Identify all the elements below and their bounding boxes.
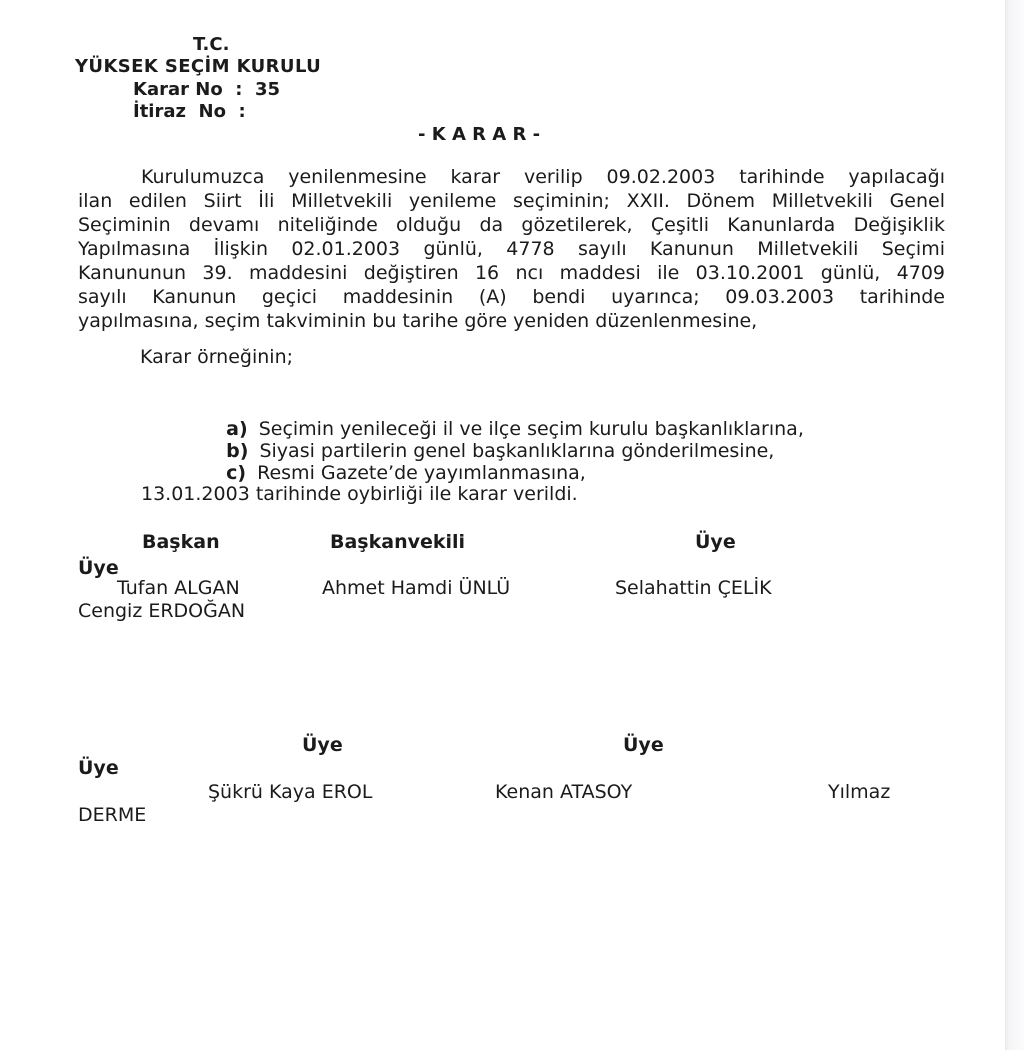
signature-role: Üye — [78, 757, 119, 779]
signature-name: Ahmet Hamdi ÜNLÜ — [322, 577, 511, 599]
page-edge-shadow — [1005, 0, 1024, 1050]
signature-role: Üye — [695, 531, 736, 553]
signature-role: Üye — [623, 734, 664, 756]
decision-number-line: Karar No : 35 — [133, 79, 281, 100]
institution-name: YÜKSEK SEÇİM KURULU — [75, 56, 322, 77]
decision-title: - K A R A R - — [418, 124, 541, 145]
state-abbreviation: T.C. — [193, 34, 230, 55]
signature-name: Tufan ALGAN — [117, 577, 240, 599]
list-marker: c) — [226, 461, 247, 484]
signature-name: Yılmaz — [828, 781, 891, 803]
list-text: Resmi Gazete’de yayımlanmasına, — [257, 461, 586, 484]
signature-role: Başkan — [142, 531, 220, 553]
signature-name: Şükrü Kaya EROL — [208, 781, 373, 803]
signature-role: Üye — [78, 557, 119, 579]
paragraph-line: yapılmasına, seçim takviminin bu tarihe göre yeniden düzenlenmesine, — [78, 310, 758, 332]
paragraph-line: Seçiminin devamı niteliğinde olduğu da gözetilerek, Çeşitli Kanunlarda Değişiklik — [78, 214, 945, 236]
list-text: Siyasi partilerin genel başkanlıklarına gönderilmesine, — [259, 439, 775, 462]
signature-role: Başkanvekili — [330, 531, 466, 553]
list-text: Seçimin yenileceği il ve ilçe seçim kurulu başkanlıklarına, — [258, 417, 804, 440]
paragraph-line: Yapılmasına İlişkin 02.01.2003 günlü, 4778 sayılı Kanunun Milletvekili Seçimi — [78, 238, 945, 260]
paragraph-line: Kanununun 39. maddesini değiştiren 16 ncı maddesi ile 03.10.2001 günlü, 4709 — [78, 262, 945, 284]
signature-role: Üye — [302, 734, 343, 756]
signature-name: Cengiz ERDOĞAN — [78, 600, 246, 622]
signature-name: DERME — [78, 804, 147, 826]
signature-name: Kenan ATASOY — [495, 781, 633, 803]
paragraph-line: ilan edilen Siirt İli Milletvekili yenileme seçiminin; XXII. Dönem Milletvekili Genel — [78, 190, 945, 212]
list-marker: b) — [226, 439, 249, 462]
subheading: Karar örneğinin; — [140, 346, 294, 368]
signature-name: Selahattin ÇELİK — [615, 577, 772, 599]
paragraph-line: Kurulumuzca yenilenmesine karar verilip 09.02.2003 tarihinde yapılacağı — [141, 166, 945, 188]
list-marker: a) — [226, 417, 248, 440]
closing-line: 13.01.2003 tarihinde oybirliği ile karar verildi. — [141, 483, 578, 505]
paragraph-line: sayılı Kanunun geçici maddesinin (A) bendi uyarınca; 09.03.2003 tarihinde — [78, 286, 945, 308]
decision-paragraph — [78, 165, 945, 333]
objection-number-line: İtiraz No : — [133, 101, 246, 122]
